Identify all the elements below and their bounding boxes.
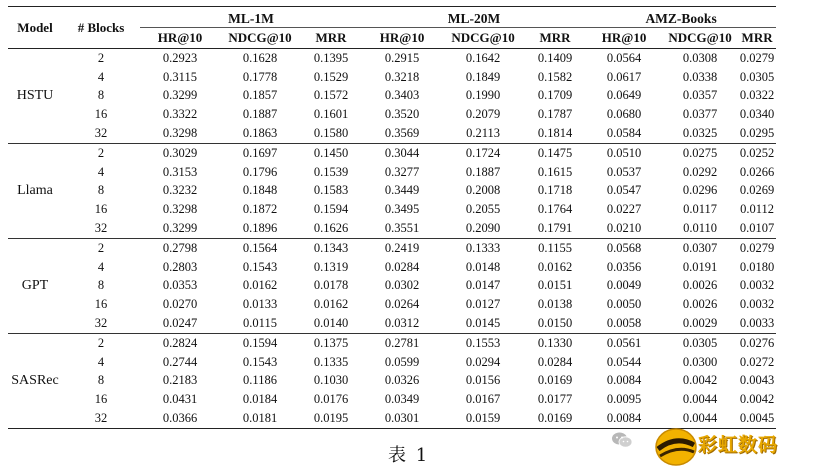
col-model: Model [8, 7, 62, 49]
metric-value: 0.0284 [384, 259, 420, 274]
metric-value: 0.2113 [466, 126, 500, 141]
table-row [8, 200, 776, 219]
metric-hr: HR@10 [586, 28, 662, 49]
metric-value: 0.0264 [384, 297, 420, 312]
metric-value: 0.2090 [465, 221, 501, 236]
metric-value: 0.1582 [537, 69, 573, 84]
metric-value: 0.2079 [465, 107, 501, 122]
model-name: SASRec [11, 372, 59, 388]
metric-value: 0.1814 [537, 126, 573, 141]
metric-value: 0.0151 [537, 278, 573, 293]
metric-value: 0.1626 [313, 221, 349, 236]
metric-value: 0.0169 [537, 373, 573, 388]
metric-value: 0.2183 [162, 373, 198, 388]
metric-value: 0.0162 [242, 278, 278, 293]
metric-value: 0.1529 [313, 69, 349, 84]
metric-value: 0.1872 [242, 202, 278, 217]
metric-value: 0.1896 [242, 221, 278, 236]
metric-value: 0.0356 [606, 259, 642, 274]
metric-value: 0.0275 [682, 145, 718, 160]
table-header [8, 7, 776, 49]
block-count: 4 [97, 354, 105, 369]
block-count: 16 [94, 202, 108, 217]
metric-value: 0.1375 [313, 335, 349, 350]
metric-value: 0.0026 [682, 297, 718, 312]
block-count: 8 [97, 278, 105, 293]
metric-value: 0.1796 [242, 164, 278, 179]
metric-value: 0.0617 [606, 69, 642, 84]
table-row [8, 105, 776, 124]
metric-value: 0.0584 [606, 126, 642, 141]
metric-value: 0.3218 [384, 69, 420, 84]
metric-value: 0.0269 [739, 183, 775, 198]
metric-value: 0.0295 [739, 126, 775, 141]
metric-value: 0.0133 [242, 297, 278, 312]
metric-value: 0.0377 [682, 107, 718, 122]
metric-value: 0.0043 [739, 373, 775, 388]
metric-hr: HR@10 [140, 28, 220, 49]
metric-value: 0.1333 [465, 240, 501, 255]
block-count: 16 [94, 107, 108, 122]
table-row [8, 49, 776, 68]
metric-value: 0.1553 [465, 335, 501, 350]
metric-value: 0.3298 [162, 126, 198, 141]
metric-value: 0.3277 [384, 164, 420, 179]
metric-value: 0.0156 [465, 373, 501, 388]
block-count: 4 [97, 259, 105, 274]
metric-value: 0.0191 [682, 259, 718, 274]
metric-value: 0.0032 [739, 297, 775, 312]
metric-value: 0.0308 [682, 50, 718, 65]
table-row [8, 353, 776, 372]
metric-value: 0.0564 [606, 50, 642, 65]
block-count: 4 [97, 69, 105, 84]
metric-value: 0.0032 [739, 278, 775, 293]
col-blocks: # Blocks [62, 7, 140, 49]
metric-value: 0.0312 [384, 316, 420, 331]
metric-mrr: MRR [524, 28, 586, 49]
metric-value: 0.1543 [242, 354, 278, 369]
metric-value: 0.3299 [162, 88, 198, 103]
metric-value: 0.0178 [313, 278, 349, 293]
metric-value: 0.0366 [162, 411, 198, 426]
metric-value: 0.1857 [242, 88, 278, 103]
metric-value: 0.1343 [313, 240, 349, 255]
metric-value: 0.0159 [465, 411, 501, 426]
metric-value: 0.0084 [606, 411, 642, 426]
metric-value: 0.1583 [313, 183, 349, 198]
metric-value: 0.0176 [313, 392, 349, 407]
metric-value: 0.3449 [384, 183, 420, 198]
metric-value: 0.0266 [739, 164, 775, 179]
metric-value: 0.0227 [606, 202, 642, 217]
model-name: HSTU [16, 87, 54, 103]
metric-value: 0.0210 [606, 221, 642, 236]
metric-value: 0.2798 [162, 240, 198, 255]
metric-value: 0.0284 [537, 354, 573, 369]
metric-value: 0.0110 [683, 221, 718, 236]
wechat-icon [611, 431, 633, 449]
metric-value: 0.0340 [739, 107, 775, 122]
metric-value: 0.1697 [242, 145, 278, 160]
metric-value: 0.0272 [739, 354, 775, 369]
metric-value: 0.0307 [682, 240, 718, 255]
metric-value: 0.0279 [739, 50, 775, 65]
metric-value: 0.1186 [243, 373, 277, 388]
metric-value: 0.3029 [162, 145, 198, 160]
metric-value: 0.1778 [242, 69, 278, 84]
metric-value: 0.1450 [313, 145, 349, 160]
metric-value: 0.0117 [683, 202, 718, 217]
metric-value: 0.1539 [313, 164, 349, 179]
metric-value: 0.3153 [162, 164, 198, 179]
metric-value: 0.2055 [465, 202, 501, 217]
metric-value: 0.2744 [162, 354, 198, 369]
metric-value: 0.0276 [739, 335, 775, 350]
table-row [8, 182, 776, 201]
metric-value: 0.1628 [242, 50, 278, 65]
metric-value: 0.1764 [537, 202, 573, 217]
metric-value: 0.0138 [537, 297, 573, 312]
metric-value: 0.0292 [682, 164, 718, 179]
metric-value: 0.1718 [537, 183, 573, 198]
metric-value: 0.0042 [739, 392, 775, 407]
metric-value: 0.0649 [606, 88, 642, 103]
metric-value: 0.0140 [313, 316, 349, 331]
dataset-ml1m: ML-1M [140, 7, 362, 28]
metric-value: 0.0279 [739, 240, 775, 255]
metric-value: 0.2915 [384, 50, 420, 65]
metric-value: 0.0305 [682, 335, 718, 350]
metric-hr: HR@10 [362, 28, 442, 49]
metric-value: 0.0127 [465, 297, 501, 312]
metric-value: 0.1594 [313, 202, 349, 217]
metric-value: 0.0169 [537, 411, 573, 426]
table-row [8, 295, 776, 314]
metric-value: 0.0107 [739, 221, 775, 236]
block-count: 32 [94, 221, 108, 236]
model-group-gpt [8, 238, 776, 333]
metric-value: 0.2824 [162, 335, 198, 350]
metric-value: 0.0270 [162, 297, 198, 312]
metric-value: 0.1475 [537, 145, 573, 160]
metric-mrr: MRR [738, 28, 776, 49]
metric-value: 0.3044 [384, 145, 420, 160]
metric-value: 0.3115 [163, 69, 197, 84]
metric-value: 0.3569 [384, 126, 420, 141]
metric-value: 0.1887 [465, 164, 501, 179]
metric-value: 0.3322 [162, 107, 198, 122]
metric-value: 0.1791 [537, 221, 573, 236]
table-row [8, 277, 776, 296]
metric-value: 0.0431 [162, 392, 198, 407]
block-count: 32 [94, 126, 108, 141]
metric-value: 0.0058 [606, 316, 642, 331]
metric-value: 0.0044 [682, 411, 718, 426]
metric-value: 0.0353 [162, 278, 198, 293]
metric-ndcg: NDCG@10 [220, 28, 300, 49]
metric-value: 0.1849 [465, 69, 501, 84]
metric-value: 0.0294 [465, 354, 501, 369]
metric-value: 0.0325 [682, 126, 718, 141]
metric-value: 0.1990 [465, 88, 501, 103]
metric-value: 0.1330 [537, 335, 573, 350]
metric-value: 0.3232 [162, 183, 198, 198]
metric-value: 0.1887 [242, 107, 278, 122]
metric-value: 0.1030 [313, 373, 349, 388]
metric-value: 0.0044 [682, 392, 718, 407]
metric-value: 0.1543 [242, 259, 278, 274]
metric-value: 0.0045 [739, 411, 775, 426]
block-count: 2 [97, 240, 105, 255]
metric-value: 0.2419 [384, 240, 420, 255]
metric-value: 0.1724 [465, 145, 501, 160]
metric-value: 0.0033 [739, 316, 775, 331]
metric-value: 0.0184 [242, 392, 278, 407]
metric-mrr: MRR [300, 28, 362, 49]
metric-value: 0.0338 [682, 69, 718, 84]
metric-value: 0.3298 [162, 202, 198, 217]
block-count: 2 [97, 335, 105, 350]
metric-value: 0.1572 [313, 88, 349, 103]
metric-value: 0.0150 [537, 316, 573, 331]
metric-value: 0.0181 [242, 411, 278, 426]
metric-value: 0.0302 [384, 278, 420, 293]
metric-value: 0.0568 [606, 240, 642, 255]
metric-value: 0.0162 [313, 297, 349, 312]
metric-value: 0.0145 [465, 316, 501, 331]
metric-value: 0.0177 [537, 392, 573, 407]
block-count: 8 [97, 183, 105, 198]
model-group-llama [8, 143, 776, 238]
metric-value: 0.0029 [682, 316, 718, 331]
table-row [8, 163, 776, 182]
results-table [8, 6, 776, 429]
metric-value: 0.0162 [537, 259, 573, 274]
table-row [8, 238, 776, 257]
metric-value: 0.0561 [606, 335, 642, 350]
metric-value: 0.0095 [606, 392, 642, 407]
metric-value: 0.3299 [162, 221, 198, 236]
watermark-text: 彩虹数码 [698, 434, 779, 456]
metric-value: 0.0147 [465, 278, 501, 293]
metric-value: 0.0049 [606, 278, 642, 293]
metric-value: 0.0296 [682, 183, 718, 198]
metric-value: 0.0537 [606, 164, 642, 179]
metric-value: 0.0349 [384, 392, 420, 407]
model-name: GPT [21, 277, 49, 293]
metric-value: 0.2923 [162, 50, 198, 65]
metric-value: 0.2781 [384, 335, 420, 350]
metric-value: 0.2803 [162, 259, 198, 274]
table-caption: 表 1 [388, 445, 430, 466]
table-row [8, 314, 776, 333]
metric-value: 0.0357 [682, 88, 718, 103]
metric-value: 0.1615 [537, 164, 573, 179]
metric-value: 0.0300 [682, 354, 718, 369]
metric-value: 0.1335 [313, 354, 349, 369]
metric-value: 0.1848 [242, 183, 278, 198]
block-count: 8 [97, 88, 105, 103]
metric-value: 0.1863 [242, 126, 278, 141]
table-row [8, 219, 776, 238]
metric-value: 0.0050 [606, 297, 642, 312]
block-count: 4 [97, 164, 105, 179]
table-row [8, 143, 776, 162]
table-row [8, 333, 776, 352]
table-row [8, 258, 776, 277]
metric-value: 0.0510 [606, 145, 642, 160]
metric-value: 0.1409 [537, 50, 573, 65]
metric-value: 0.1787 [537, 107, 573, 122]
metric-value: 0.1564 [242, 240, 278, 255]
metric-value: 0.0167 [465, 392, 501, 407]
metric-value: 0.1319 [313, 259, 349, 274]
block-count: 2 [97, 145, 105, 160]
metric-value: 0.0112 [740, 202, 775, 217]
model-name: Llama [17, 182, 53, 198]
metric-value: 0.1642 [465, 50, 501, 65]
metric-value: 0.3520 [384, 107, 420, 122]
metric-value: 0.1709 [537, 88, 573, 103]
metric-value: 0.1601 [313, 107, 349, 122]
metric-value: 0.0680 [606, 107, 642, 122]
table-row [8, 124, 776, 143]
dataset-ml20m: ML-20M [362, 7, 586, 28]
block-count: 2 [97, 50, 105, 65]
metric-ndcg: NDCG@10 [662, 28, 738, 49]
block-count: 8 [97, 373, 105, 388]
table-row [8, 68, 776, 87]
metric-value: 0.0544 [606, 354, 642, 369]
model-group-hstu [8, 49, 776, 144]
metric-value: 0.0326 [384, 373, 420, 388]
metric-value: 0.0247 [162, 316, 198, 331]
metric-value: 0.3551 [384, 221, 420, 236]
metric-value: 0.0305 [739, 69, 775, 84]
block-count: 32 [94, 316, 108, 331]
metric-value: 0.0180 [739, 259, 775, 274]
table-row [8, 372, 776, 391]
block-count: 16 [94, 392, 108, 407]
metric-value: 0.0301 [384, 411, 420, 426]
table-row [8, 390, 776, 409]
metric-value: 0.1594 [242, 335, 278, 350]
metric-value: 0.3495 [384, 202, 420, 217]
metric-value: 0.0252 [739, 145, 775, 160]
metric-value: 0.0322 [739, 88, 775, 103]
metric-value: 0.1155 [538, 240, 572, 255]
block-count: 32 [94, 411, 108, 426]
table-row [8, 87, 776, 106]
metric-value: 0.1395 [313, 50, 349, 65]
metric-value: 0.1580 [313, 126, 349, 141]
model-group-sasrec [8, 333, 776, 428]
block-count: 16 [94, 297, 108, 312]
metric-value: 0.0148 [465, 259, 501, 274]
metric-value: 0.0599 [384, 354, 420, 369]
metric-value: 0.3403 [384, 88, 420, 103]
metric-ndcg: NDCG@10 [442, 28, 524, 49]
metric-value: 0.0195 [313, 411, 349, 426]
metric-value: 0.0547 [606, 183, 642, 198]
metric-value: 0.0026 [682, 278, 718, 293]
metric-value: 0.0042 [682, 373, 718, 388]
metric-value: 0.2008 [465, 183, 501, 198]
metric-value: 0.0115 [243, 316, 277, 331]
dataset-amz-books: AMZ-Books [586, 7, 776, 28]
metric-value: 0.0084 [606, 373, 642, 388]
